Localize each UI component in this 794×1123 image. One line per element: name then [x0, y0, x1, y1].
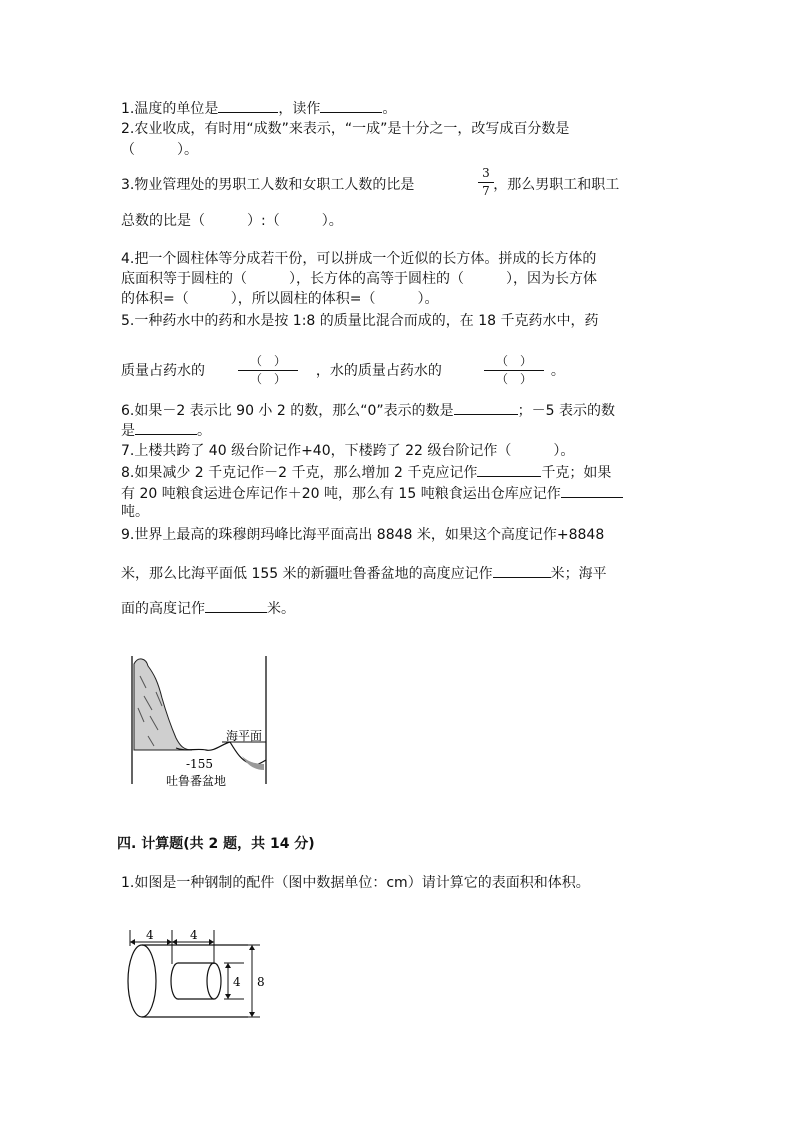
question-9-line-2 — [121, 563, 607, 583]
question-4-line-2: 底面积等于圆柱的（ ），长方体的高等于圆柱的（ ），因为长方体 — [121, 271, 597, 287]
fraction-bar — [238, 370, 298, 371]
q6-text-c: 是 — [121, 423, 135, 439]
mountain-icon — [134, 659, 192, 750]
q6-text-a: 6.如果－2 表示比 90 小 2 的数，那么“0”表示的数是 — [121, 403, 454, 419]
depth-label: -155 — [186, 757, 213, 771]
answer-blank — [493, 563, 551, 578]
fraction-numerator: 3 — [482, 166, 490, 180]
turpan-basin-figure — [122, 652, 282, 792]
dim-right-label: 4 — [190, 928, 198, 942]
question-9-line-1: 9.世界上最高的珠穆朗玛峰比海平面高出 8848 米，如果这个高度记作+8848 — [121, 527, 605, 543]
answer-blank — [561, 483, 623, 498]
answer-blank — [477, 462, 541, 477]
q6-text-d: 。 — [197, 423, 211, 439]
dim-outer-label: 8 — [257, 975, 265, 989]
section-4-title: 四. 计算题(共 2 题，共 14 分) — [117, 836, 315, 852]
fraction-numerator: （ ） — [495, 354, 532, 368]
question-8-line-1 — [121, 462, 611, 482]
fraction-blank-drug — [238, 354, 298, 387]
question-1 — [121, 98, 396, 118]
q9-text-e: 米。 — [267, 601, 295, 617]
answer-blank — [218, 98, 278, 113]
question-8-line-3: 吨。 — [121, 504, 149, 520]
fraction-bar — [484, 370, 544, 371]
fraction-blank-water — [484, 354, 544, 387]
question-2-line-2: （ ）。 — [121, 142, 198, 158]
question-4-line-1: 4.把一个圆柱体等分成若干份，可以拼成一个近似的长方体。拼成的长方体的 — [121, 251, 597, 267]
q1-text-a: 1.温度的单位是 — [121, 101, 219, 117]
q8-text-b: 千克；如果 — [541, 465, 612, 481]
outer-cylinder-left-face — [128, 945, 156, 1017]
question-3-line-2: 总数的比是（ ）:（ ）。 — [121, 213, 343, 229]
question-3-line-1 — [121, 176, 619, 194]
sea-level-label: 海平面 — [226, 729, 263, 743]
question-6-line-2 — [121, 420, 211, 440]
fraction-3-7 — [478, 166, 494, 199]
dim-inner-label: 4 — [233, 975, 241, 989]
answer-blank — [205, 598, 267, 613]
basin-caption: 吐鲁番盆地 — [166, 774, 227, 788]
fraction-bar — [478, 182, 494, 183]
fraction-denominator: 7 — [482, 184, 490, 198]
q6-text-b: ；－5 表示的数 — [517, 403, 616, 419]
q8-text-a: 8.如果减少 2 千克记作－2 千克，那么增加 2 千克应记作 — [121, 465, 478, 481]
answer-blank — [454, 400, 518, 415]
question-5-line-1: 5.一种药水中的药和水是按 1:8 的质量比混合而成的，在 18 千克药水中，药 — [121, 313, 599, 329]
question-8-line-2 — [121, 483, 623, 503]
q5-text-c: ，水的质量占药水的 — [315, 363, 442, 379]
ground-profile — [176, 742, 230, 750]
q5-text-b: 质量占药水的 — [121, 363, 205, 379]
steel-part-figure — [120, 924, 270, 1024]
fraction-numerator: （ ） — [249, 354, 286, 368]
question-4-line-3: 的体积=（ ），所以圆柱的体积=（ ）。 — [121, 291, 439, 307]
inner-cylinder-front-face — [207, 963, 221, 999]
q3-text-a: 3.物业管理处的男职工人数和女职工人数的比是 — [121, 177, 415, 193]
q9-text-d: 面的高度记作 — [121, 601, 205, 617]
q9-text-c: 米；海平 — [550, 566, 607, 582]
dim-left-label: 4 — [146, 928, 154, 942]
calc-question-1: 1.如图是一种钢制的配件（图中数据单位：cm）请计算它的表面积和体积。 — [121, 875, 590, 891]
question-9-line-3 — [121, 598, 295, 618]
q9-text-b: 米，那么比海平面低 155 米的新疆吐鲁番盆地的高度应记作 — [121, 566, 493, 582]
question-7: 7.上楼共跨了 40 级台阶记作+40，下楼跨了 22 级台阶记作（ ）。 — [121, 443, 575, 459]
q1-text-b: ，读作 — [278, 101, 321, 117]
question-6-line-1 — [121, 400, 615, 420]
fraction-denominator: （ ） — [249, 372, 286, 386]
question-2-line-1: 2.农业收成，有时用“成数”来表示，“一成”是十分之一，改写成百分数是 — [121, 121, 570, 137]
q1-text-c: 。 — [382, 101, 397, 117]
q5-text-d: 。 — [550, 363, 565, 379]
q3-text-b: ，那么男职工和职工 — [493, 177, 620, 193]
answer-blank — [320, 98, 382, 113]
answer-blank — [135, 420, 197, 435]
q8-text-c: 有 20 吨粮食运进仓库记作＋20 吨，那么有 15 吨粮食运出仓库应记作 — [121, 486, 561, 502]
fraction-denominator: （ ） — [495, 372, 532, 386]
